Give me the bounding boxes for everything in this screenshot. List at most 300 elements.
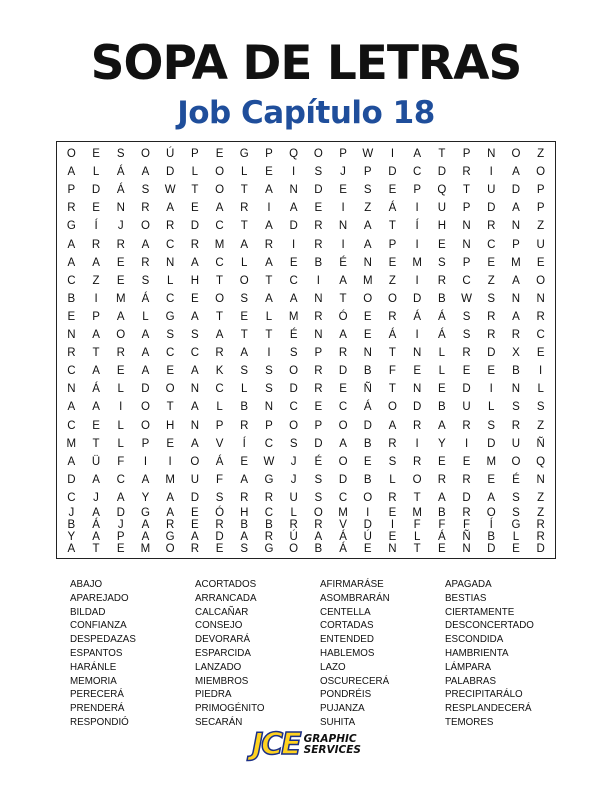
grid-cell[interactable]: N xyxy=(511,292,521,305)
grid-cell[interactable]: Ñ xyxy=(462,531,471,543)
grid-cell[interactable]: S xyxy=(141,184,150,197)
grid-cell[interactable]: E xyxy=(388,507,397,519)
grid-cell[interactable]: R xyxy=(314,220,323,233)
grid-cell[interactable]: X xyxy=(512,347,520,360)
grid-cell[interactable]: N xyxy=(165,256,175,269)
grid-cell[interactable]: S xyxy=(512,507,520,519)
grid-cell[interactable]: D xyxy=(190,491,199,504)
grid-cell[interactable]: D xyxy=(487,347,496,360)
grid-cell[interactable]: A xyxy=(512,310,520,323)
grid-cell[interactable]: D xyxy=(190,220,199,233)
grid-cell[interactable]: D xyxy=(289,220,298,233)
grid-cell[interactable]: A xyxy=(438,491,446,504)
grid-cell[interactable]: O xyxy=(536,166,546,179)
grid-cell[interactable]: N xyxy=(462,238,471,251)
grid-cell[interactable]: N xyxy=(412,347,422,360)
grid-cell[interactable]: A xyxy=(191,531,199,543)
grid-cell[interactable]: O xyxy=(338,455,348,468)
grid-cell[interactable]: R xyxy=(141,256,150,269)
grid-cell[interactable]: R xyxy=(141,202,150,215)
grid-cell[interactable]: Z xyxy=(537,507,545,519)
grid-cell[interactable]: L xyxy=(166,274,174,287)
grid-cell[interactable]: R xyxy=(487,329,496,342)
grid-cell[interactable]: E xyxy=(363,543,372,555)
grid-cell[interactable]: I xyxy=(415,274,419,287)
grid-cell[interactable]: S xyxy=(265,365,273,378)
grid-cell[interactable]: L xyxy=(438,347,446,360)
grid-cell[interactable]: E xyxy=(265,166,273,179)
grid-cell[interactable]: Ó xyxy=(215,507,225,519)
grid-cell[interactable]: G xyxy=(140,507,150,519)
grid-cell[interactable]: I xyxy=(415,437,419,450)
grid-cell[interactable]: E xyxy=(166,437,174,450)
grid-cell[interactable]: T xyxy=(92,543,100,555)
grid-cell[interactable]: A xyxy=(265,256,273,269)
grid-cell[interactable]: P xyxy=(512,238,520,251)
grid-cell[interactable]: W xyxy=(362,148,374,161)
grid-cell[interactable]: N xyxy=(487,148,496,161)
grid-cell[interactable]: L xyxy=(241,256,248,269)
grid-cell[interactable]: O xyxy=(313,148,323,161)
grid-cell[interactable]: N xyxy=(511,220,521,233)
grid-cell[interactable]: L xyxy=(413,531,421,543)
grid-cell[interactable]: R xyxy=(264,238,274,251)
grid-cell[interactable]: Á xyxy=(215,455,224,468)
grid-cell[interactable]: L xyxy=(438,365,446,378)
grid-cell[interactable]: C xyxy=(487,238,496,251)
grid-cell[interactable]: R xyxy=(487,220,496,233)
grid-cell[interactable]: G xyxy=(239,148,249,161)
grid-cell[interactable]: R xyxy=(462,473,471,486)
grid-cell[interactable]: É xyxy=(289,329,298,342)
grid-cell[interactable]: L xyxy=(117,437,124,450)
grid-cell[interactable]: C xyxy=(67,491,76,504)
grid-cell[interactable]: R xyxy=(190,238,199,251)
grid-cell[interactable]: L xyxy=(537,383,544,396)
grid-cell[interactable]: P xyxy=(413,184,421,197)
grid-cell[interactable]: Z xyxy=(537,148,545,161)
grid-cell[interactable]: N xyxy=(511,383,521,396)
grid-cell[interactable]: Ñ xyxy=(536,437,545,450)
grid-cell[interactable]: T xyxy=(388,220,396,233)
grid-cell[interactable]: S xyxy=(240,365,249,378)
grid-cell[interactable]: S xyxy=(438,256,446,269)
grid-cell[interactable]: A xyxy=(92,329,100,342)
grid-cell[interactable]: S xyxy=(289,347,298,360)
grid-cell[interactable]: T xyxy=(92,437,100,450)
grid-cell[interactable]: C xyxy=(215,256,224,269)
grid-cell[interactable]: J xyxy=(290,455,297,468)
grid-cell[interactable]: I xyxy=(489,383,493,396)
grid-cell[interactable]: P xyxy=(363,166,372,179)
grid-cell[interactable]: B xyxy=(67,292,76,305)
grid-cell[interactable]: L xyxy=(241,383,248,396)
grid-cell[interactable]: Í xyxy=(489,519,493,531)
grid-cell[interactable]: Á xyxy=(116,166,125,179)
grid-cell[interactable]: A xyxy=(67,238,76,251)
grid-cell[interactable]: Á xyxy=(116,184,125,197)
grid-cell[interactable]: R xyxy=(338,347,348,360)
grid-cell[interactable]: E xyxy=(487,256,496,269)
grid-cell[interactable]: A xyxy=(215,202,224,215)
grid-cell[interactable]: Á xyxy=(363,401,372,414)
grid-cell[interactable]: V xyxy=(339,519,347,531)
grid-cell[interactable]: B xyxy=(438,292,446,305)
grid-cell[interactable]: F xyxy=(216,473,224,486)
grid-cell[interactable]: A xyxy=(240,473,249,486)
grid-cell[interactable]: R xyxy=(264,491,274,504)
grid-cell[interactable]: I xyxy=(267,347,271,360)
grid-cell[interactable]: C xyxy=(190,347,199,360)
grid-cell[interactable]: R xyxy=(314,310,323,323)
grid-cell[interactable]: G xyxy=(66,220,76,233)
grid-cell[interactable]: R xyxy=(91,238,101,251)
grid-cell[interactable]: I xyxy=(415,329,419,342)
grid-cell[interactable]: D xyxy=(536,543,545,555)
grid-cell[interactable]: E xyxy=(438,543,446,555)
grid-cell[interactable]: S xyxy=(215,491,224,504)
grid-cell[interactable]: R xyxy=(116,347,125,360)
grid-cell[interactable]: O xyxy=(215,166,225,179)
grid-cell[interactable]: N xyxy=(363,347,372,360)
grid-cell[interactable]: A xyxy=(191,365,199,378)
grid-cell[interactable]: R xyxy=(190,543,199,555)
grid-cell[interactable]: E xyxy=(314,401,323,414)
grid-cell[interactable]: U xyxy=(462,401,471,414)
grid-cell[interactable]: F xyxy=(388,365,396,378)
grid-cell[interactable]: U xyxy=(437,202,446,215)
grid-cell[interactable]: F xyxy=(117,455,125,468)
grid-cell[interactable]: M xyxy=(165,473,175,486)
grid-cell[interactable]: V xyxy=(215,437,224,450)
grid-cell[interactable]: G xyxy=(264,473,274,486)
grid-cell[interactable]: P xyxy=(191,148,199,161)
grid-cell[interactable]: S xyxy=(240,543,249,555)
grid-cell[interactable]: E xyxy=(215,543,224,555)
grid-cell[interactable]: N xyxy=(314,329,323,342)
grid-cell[interactable]: A xyxy=(289,202,298,215)
grid-cell[interactable]: Q xyxy=(289,148,299,161)
grid-cell[interactable]: S xyxy=(289,437,298,450)
grid-cell[interactable]: R xyxy=(116,238,125,251)
grid-cell[interactable]: Z xyxy=(388,274,396,287)
grid-cell[interactable]: Z xyxy=(537,491,545,504)
grid-cell[interactable]: C xyxy=(462,274,471,287)
grid-cell[interactable]: T xyxy=(166,401,174,414)
grid-cell[interactable]: P xyxy=(462,148,471,161)
grid-cell[interactable]: P xyxy=(462,202,471,215)
grid-cell[interactable]: Y xyxy=(67,531,76,543)
grid-cell[interactable]: Á xyxy=(92,519,100,531)
grid-cell[interactable]: P xyxy=(314,419,323,432)
grid-cell[interactable]: N xyxy=(462,543,471,555)
grid-cell[interactable]: Í xyxy=(94,220,98,233)
grid-cell[interactable]: A xyxy=(92,365,100,378)
grid-cell[interactable]: Á xyxy=(438,329,446,342)
grid-cell[interactable]: R xyxy=(314,238,323,251)
grid-cell[interactable]: A xyxy=(240,347,249,360)
grid-cell[interactable]: Á xyxy=(339,543,347,555)
grid-cell[interactable]: W xyxy=(461,292,472,305)
grid-cell[interactable]: Z xyxy=(537,220,545,233)
grid-cell[interactable]: S xyxy=(166,329,174,342)
grid-cell[interactable]: J xyxy=(117,519,124,531)
grid-cell[interactable]: E xyxy=(191,519,199,531)
grid-cell[interactable]: P xyxy=(536,184,545,197)
grid-cell[interactable]: P xyxy=(536,202,545,215)
grid-cell[interactable]: T xyxy=(463,184,471,197)
grid-cell[interactable]: I xyxy=(316,274,320,287)
grid-cell[interactable]: H xyxy=(437,220,446,233)
grid-cell[interactable]: D xyxy=(116,507,125,519)
grid-cell[interactable]: E xyxy=(166,365,174,378)
grid-cell[interactable]: B xyxy=(240,519,249,531)
grid-cell[interactable]: U xyxy=(511,437,521,450)
grid-cell[interactable]: O xyxy=(313,507,323,519)
grid-cell[interactable]: E xyxy=(536,347,545,360)
grid-cell[interactable]: R xyxy=(289,519,298,531)
grid-cell[interactable]: E xyxy=(191,507,199,519)
grid-cell[interactable]: R xyxy=(487,310,496,323)
grid-cell[interactable]: I xyxy=(390,519,395,531)
grid-cell[interactable]: P xyxy=(462,256,471,269)
grid-cell[interactable]: R xyxy=(462,347,471,360)
grid-cell[interactable]: É xyxy=(314,455,323,468)
grid-cell[interactable]: O xyxy=(289,365,299,378)
grid-cell[interactable]: A xyxy=(388,419,397,432)
grid-cell[interactable]: D xyxy=(412,401,422,414)
grid-cell[interactable]: B xyxy=(363,365,372,378)
grid-cell[interactable]: O xyxy=(387,401,397,414)
grid-cell[interactable]: P xyxy=(116,531,125,543)
grid-cell[interactable]: E xyxy=(92,148,100,161)
grid-cell[interactable]: E xyxy=(388,256,397,269)
grid-cell[interactable]: R xyxy=(67,347,76,360)
grid-cell[interactable]: M xyxy=(412,507,422,519)
grid-cell[interactable]: D xyxy=(487,543,496,555)
grid-cell[interactable]: E xyxy=(116,543,125,555)
grid-cell[interactable]: R xyxy=(240,202,249,215)
grid-cell[interactable]: E xyxy=(363,329,372,342)
grid-cell[interactable]: D xyxy=(388,166,397,179)
grid-cell[interactable]: C xyxy=(67,365,76,378)
grid-cell[interactable]: P xyxy=(314,347,323,360)
grid-cell[interactable]: A xyxy=(240,238,249,251)
grid-cell[interactable]: J xyxy=(340,166,346,179)
grid-cell[interactable]: E xyxy=(413,365,421,378)
grid-cell[interactable]: Ú xyxy=(165,148,175,161)
grid-cell[interactable]: R xyxy=(536,531,545,543)
grid-cell[interactable]: Ó xyxy=(338,310,348,323)
grid-cell[interactable]: K xyxy=(215,365,224,378)
grid-cell[interactable]: A xyxy=(92,473,100,486)
grid-cell[interactable]: Ü xyxy=(91,455,101,468)
grid-cell[interactable]: O xyxy=(165,383,175,396)
grid-cell[interactable]: I xyxy=(539,365,543,378)
grid-cell[interactable]: Á xyxy=(141,292,150,305)
grid-cell[interactable]: E xyxy=(487,365,496,378)
grid-cell[interactable]: O xyxy=(66,148,76,161)
grid-cell[interactable]: B xyxy=(512,365,520,378)
grid-cell[interactable]: N xyxy=(363,256,372,269)
grid-cell[interactable]: I xyxy=(292,166,296,179)
grid-cell[interactable]: M xyxy=(412,256,422,269)
grid-cell[interactable]: W xyxy=(263,455,275,468)
grid-cell[interactable]: T xyxy=(240,220,248,233)
grid-cell[interactable]: D xyxy=(487,437,496,450)
grid-cell[interactable]: N xyxy=(116,202,125,215)
grid-cell[interactable]: T xyxy=(265,274,273,287)
grid-cell[interactable]: N xyxy=(338,220,348,233)
grid-cell[interactable]: O xyxy=(511,148,521,161)
grid-cell[interactable]: Á xyxy=(388,329,397,342)
grid-cell[interactable]: L xyxy=(216,401,223,414)
grid-cell[interactable]: P xyxy=(141,437,150,450)
grid-cell[interactable]: C xyxy=(165,347,175,360)
grid-cell[interactable]: N xyxy=(536,292,545,305)
grid-cell[interactable]: N xyxy=(264,401,274,414)
grid-cell[interactable]: I xyxy=(143,455,148,468)
grid-cell[interactable]: I xyxy=(292,238,296,251)
grid-cell[interactable]: O xyxy=(239,274,249,287)
grid-cell[interactable]: I xyxy=(415,202,419,215)
grid-cell[interactable]: I xyxy=(119,401,123,414)
grid-cell[interactable]: O xyxy=(338,419,348,432)
grid-cell[interactable]: L xyxy=(117,419,124,432)
grid-cell[interactable]: Á xyxy=(339,531,347,543)
grid-cell[interactable]: B xyxy=(363,473,372,486)
grid-cell[interactable]: T xyxy=(265,329,273,342)
grid-cell[interactable]: A xyxy=(314,531,323,543)
grid-cell[interactable]: O xyxy=(140,220,150,233)
grid-cell[interactable]: T xyxy=(388,347,396,360)
grid-cell[interactable]: E xyxy=(363,310,372,323)
grid-cell[interactable]: Ñ xyxy=(363,383,372,396)
grid-cell[interactable]: R xyxy=(536,310,545,323)
grid-cell[interactable]: D xyxy=(215,531,224,543)
grid-cell[interactable]: E xyxy=(116,256,125,269)
grid-cell[interactable]: M xyxy=(362,274,373,287)
grid-cell[interactable]: A xyxy=(67,455,76,468)
grid-cell[interactable]: C xyxy=(412,166,422,179)
grid-cell[interactable]: S xyxy=(388,455,397,468)
grid-cell[interactable]: Z xyxy=(537,419,545,432)
grid-cell[interactable]: A xyxy=(92,531,100,543)
grid-cell[interactable]: C xyxy=(67,419,76,432)
grid-cell[interactable]: A xyxy=(67,256,76,269)
grid-cell[interactable]: B xyxy=(487,531,496,543)
grid-cell[interactable]: N xyxy=(536,473,545,486)
grid-cell[interactable]: N xyxy=(388,543,397,555)
grid-cell[interactable]: A xyxy=(265,184,273,197)
grid-cell[interactable]: S xyxy=(141,274,150,287)
grid-cell[interactable]: O xyxy=(412,473,422,486)
grid-cell[interactable]: L xyxy=(290,507,297,519)
grid-cell[interactable]: E xyxy=(116,365,125,378)
grid-cell[interactable]: N xyxy=(462,220,471,233)
grid-cell[interactable]: B xyxy=(265,519,273,531)
grid-cell[interactable]: R xyxy=(215,519,224,531)
grid-cell[interactable]: M xyxy=(486,455,497,468)
grid-cell[interactable]: A xyxy=(166,507,174,519)
grid-cell[interactable]: A xyxy=(191,310,199,323)
grid-cell[interactable]: A xyxy=(438,419,446,432)
grid-cell[interactable]: L xyxy=(265,310,273,323)
grid-cell[interactable]: C xyxy=(338,401,348,414)
grid-cell[interactable]: C xyxy=(215,383,224,396)
grid-cell[interactable]: A xyxy=(512,202,520,215)
grid-cell[interactable]: O xyxy=(140,419,150,432)
grid-cell[interactable]: A xyxy=(92,401,100,414)
grid-cell[interactable]: O xyxy=(486,507,496,519)
grid-cell[interactable]: D xyxy=(363,519,372,531)
grid-cell[interactable]: Z xyxy=(487,274,495,287)
grid-cell[interactable]: E xyxy=(536,256,545,269)
grid-cell[interactable]: C xyxy=(536,329,545,342)
grid-cell[interactable]: O xyxy=(215,292,225,305)
grid-cell[interactable]: A xyxy=(141,329,150,342)
grid-cell[interactable]: G xyxy=(511,519,521,531)
grid-cell[interactable]: B xyxy=(240,401,249,414)
grid-cell[interactable]: É xyxy=(339,256,347,269)
grid-cell[interactable]: Y xyxy=(438,437,446,450)
grid-cell[interactable]: A xyxy=(92,507,100,519)
grid-cell[interactable]: A xyxy=(116,491,125,504)
grid-cell[interactable]: R xyxy=(462,419,471,432)
grid-cell[interactable]: A xyxy=(92,256,100,269)
grid-cell[interactable]: A xyxy=(215,329,224,342)
grid-cell[interactable]: E xyxy=(462,365,471,378)
grid-cell[interactable]: G xyxy=(165,531,175,543)
grid-cell[interactable]: E xyxy=(438,455,446,468)
grid-cell[interactable]: R xyxy=(511,329,521,342)
grid-cell[interactable]: U xyxy=(289,491,298,504)
grid-cell[interactable]: S xyxy=(462,329,471,342)
grid-cell[interactable]: Q xyxy=(536,455,546,468)
grid-cell[interactable]: P xyxy=(339,148,347,161)
grid-cell[interactable]: A xyxy=(166,202,174,215)
grid-cell[interactable]: A xyxy=(339,329,347,342)
grid-cell[interactable]: P xyxy=(92,310,100,323)
grid-cell[interactable]: T xyxy=(413,543,421,555)
grid-cell[interactable]: W xyxy=(164,184,176,197)
grid-cell[interactable]: R xyxy=(437,473,446,486)
grid-cell[interactable]: B xyxy=(67,519,76,531)
grid-cell[interactable]: O xyxy=(536,274,546,287)
grid-cell[interactable]: A xyxy=(339,274,347,287)
grid-cell[interactable]: C xyxy=(264,437,274,450)
grid-cell[interactable]: S xyxy=(116,148,125,161)
grid-cell[interactable]: M xyxy=(288,310,299,323)
grid-cell[interactable]: C xyxy=(67,274,76,287)
grid-cell[interactable]: A xyxy=(191,401,199,414)
grid-cell[interactable]: Á xyxy=(92,383,100,396)
grid-cell[interactable]: M xyxy=(511,256,521,269)
grid-cell[interactable]: M xyxy=(338,507,348,519)
grid-cell[interactable]: A xyxy=(265,292,273,305)
grid-cell[interactable]: O xyxy=(140,401,150,414)
grid-cell[interactable]: A xyxy=(141,166,150,179)
grid-cell[interactable]: A xyxy=(116,310,125,323)
grid-cell[interactable]: O xyxy=(363,292,373,305)
grid-cell[interactable]: R xyxy=(388,437,397,450)
grid-cell[interactable]: E xyxy=(116,274,125,287)
grid-cell[interactable]: A xyxy=(265,220,273,233)
grid-cell[interactable]: B xyxy=(438,507,446,519)
grid-cell[interactable]: S xyxy=(191,329,199,342)
grid-cell[interactable]: O xyxy=(363,491,373,504)
grid-cell[interactable]: O xyxy=(511,455,521,468)
